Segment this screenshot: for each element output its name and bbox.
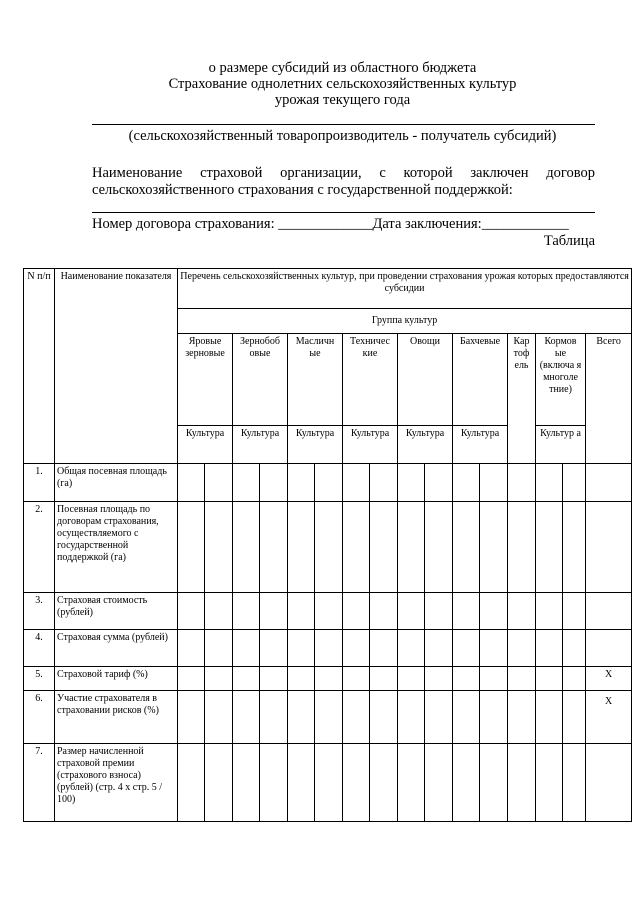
culture-label: Культура	[343, 426, 398, 464]
culture-label: Культура	[288, 426, 343, 464]
data-cell[interactable]	[425, 691, 453, 744]
data-cell[interactable]	[205, 502, 233, 593]
contract-number-label: Номер договора страхования:	[92, 216, 275, 232]
data-cell[interactable]	[343, 744, 370, 822]
data-cell[interactable]	[453, 502, 480, 593]
table-row	[24, 593, 632, 630]
data-cell[interactable]	[343, 502, 370, 593]
row-number: 3.	[24, 593, 55, 630]
data-cell[interactable]	[536, 464, 563, 502]
table-row	[24, 464, 632, 502]
data-cell[interactable]	[233, 464, 260, 502]
data-cell[interactable]	[480, 744, 508, 822]
data-cell[interactable]	[205, 593, 233, 630]
data-cell[interactable]	[288, 667, 315, 691]
data-cell[interactable]	[288, 502, 315, 593]
data-cell[interactable]	[563, 464, 586, 502]
data-cell[interactable]	[370, 630, 398, 667]
row-number: 4.	[24, 630, 55, 667]
data-cell[interactable]	[288, 464, 315, 502]
row-label: Участие страхователя в страховании рисков (%)	[55, 691, 178, 744]
data-cell[interactable]	[563, 630, 586, 667]
data-cell[interactable]	[425, 630, 453, 667]
table-row	[24, 667, 632, 691]
group-spring-grain: Яровые зерновые	[178, 334, 233, 426]
header-num: N п/п	[24, 269, 55, 464]
data-cell[interactable]	[233, 630, 260, 667]
data-cell[interactable]	[563, 593, 586, 630]
data-cell[interactable]	[205, 744, 233, 822]
group-fodder: Кормов ые (включа я многоле тние)	[536, 334, 586, 426]
data-cell[interactable]	[315, 502, 343, 593]
data-cell[interactable]	[205, 667, 233, 691]
data-cell[interactable]	[536, 744, 563, 822]
row-label: Посевная площадь по договорам страхования, осуществляемого с государственной поддержкой (га)	[55, 502, 178, 593]
data-cell[interactable]	[233, 502, 260, 593]
total-cell[interactable]: X	[586, 691, 632, 744]
data-cell[interactable]	[315, 464, 343, 502]
data-cell[interactable]	[178, 630, 205, 667]
data-cell[interactable]	[398, 502, 425, 593]
data-cell[interactable]	[480, 593, 508, 630]
data-cell[interactable]	[370, 464, 398, 502]
group-melons: Бахчевые	[453, 334, 508, 426]
group-vegetables: Овощи	[398, 334, 453, 426]
data-cell[interactable]	[343, 691, 370, 744]
total-cell[interactable]	[586, 593, 632, 630]
producer-fill-line	[92, 124, 595, 125]
culture-label: Культур а	[536, 426, 586, 464]
data-cell[interactable]	[425, 464, 453, 502]
group-legumes: Зернобоб овые	[233, 334, 288, 426]
data-cell[interactable]	[260, 593, 288, 630]
culture-label: Культура	[453, 426, 508, 464]
data-cell[interactable]	[453, 464, 480, 502]
data-cell[interactable]	[508, 744, 536, 822]
data-cell[interactable]	[370, 593, 398, 630]
data-cell[interactable]	[480, 464, 508, 502]
data-cell[interactable]	[536, 502, 563, 593]
row-label: Размер начисленной страховой премии (страхового взноса) (рублей) (стр. 4 x стр. 5 / 100)	[55, 744, 178, 822]
data-cell[interactable]	[260, 502, 288, 593]
data-cell[interactable]	[288, 630, 315, 667]
data-cell[interactable]	[398, 744, 425, 822]
data-cell[interactable]	[370, 502, 398, 593]
data-cell[interactable]	[178, 502, 205, 593]
data-cell[interactable]	[260, 464, 288, 502]
data-cell[interactable]	[536, 667, 563, 691]
subsidy-table	[23, 268, 632, 822]
data-cell[interactable]	[453, 667, 480, 691]
data-cell[interactable]	[178, 744, 205, 822]
data-cell[interactable]	[343, 593, 370, 630]
data-cell[interactable]	[563, 667, 586, 691]
data-cell[interactable]	[508, 593, 536, 630]
data-cell[interactable]	[563, 691, 586, 744]
total-cell[interactable]	[586, 502, 632, 593]
data-cell[interactable]	[233, 667, 260, 691]
data-cell[interactable]	[205, 691, 233, 744]
row-number: 2.	[24, 502, 55, 593]
data-cell[interactable]	[536, 630, 563, 667]
row-number: 6.	[24, 691, 55, 744]
total-cell[interactable]	[586, 744, 632, 822]
group-total: Всего	[586, 334, 632, 464]
data-cell[interactable]	[178, 593, 205, 630]
data-cell[interactable]	[343, 630, 370, 667]
data-cell[interactable]	[453, 691, 480, 744]
producer-note: (сельскохозяйственный товаропроизводитель - получатель субсидий)	[128, 128, 557, 144]
data-cell[interactable]	[508, 630, 536, 667]
header-crop-group: Группа культур	[178, 309, 632, 334]
table-row	[24, 502, 632, 593]
data-cell[interactable]	[453, 593, 480, 630]
data-cell[interactable]	[260, 744, 288, 822]
table-label: Таблица	[543, 233, 595, 249]
data-cell[interactable]	[480, 630, 508, 667]
contract-date-blank: ____________	[481, 216, 569, 232]
contract-line	[92, 216, 595, 233]
data-cell[interactable]	[178, 464, 205, 502]
insurer-fill-line	[92, 212, 595, 213]
data-cell[interactable]	[425, 502, 453, 593]
data-cell[interactable]	[508, 691, 536, 744]
culture-label: Культура	[398, 426, 453, 464]
data-cell[interactable]	[233, 744, 260, 822]
culture-label: Культура	[233, 426, 288, 464]
data-cell[interactable]	[315, 667, 343, 691]
total-cell[interactable]	[586, 464, 632, 502]
data-cell[interactable]	[508, 502, 536, 593]
header-indicator: Наименование показателя	[55, 269, 178, 464]
data-cell[interactable]	[398, 691, 425, 744]
data-cell[interactable]	[398, 630, 425, 667]
data-cell[interactable]	[288, 744, 315, 822]
data-cell[interactable]	[425, 667, 453, 691]
data-cell[interactable]	[370, 744, 398, 822]
row-label: Общая посевная площадь (га)	[55, 464, 178, 502]
header-crop-list: Перечень сельскохозяйственных культур, при проведении страхования урожая которых предоставляются субсидии	[178, 269, 632, 309]
data-cell[interactable]	[205, 464, 233, 502]
data-cell[interactable]	[178, 667, 205, 691]
data-cell[interactable]	[370, 691, 398, 744]
data-cell[interactable]	[343, 667, 370, 691]
data-cell[interactable]	[398, 667, 425, 691]
table-header-row-1	[24, 269, 632, 309]
header-line-1: о размере субсидий из областного бюджета	[208, 60, 477, 76]
group-oilseeds: Масличн ые	[288, 334, 343, 426]
row-number: 5.	[24, 667, 55, 691]
data-cell[interactable]	[260, 667, 288, 691]
data-cell[interactable]	[425, 593, 453, 630]
header-line-3: урожая текущего года	[274, 92, 411, 108]
data-cell[interactable]	[563, 502, 586, 593]
data-cell[interactable]	[288, 691, 315, 744]
data-cell[interactable]	[343, 464, 370, 502]
culture-label: Культура	[178, 426, 233, 464]
document-header	[90, 60, 595, 108]
header-line-2: Страхование однолетних сельскохозяйственных культур	[168, 76, 517, 92]
total-cell[interactable]: X	[586, 667, 632, 691]
table-row	[24, 630, 632, 667]
data-cell[interactable]	[398, 464, 425, 502]
data-cell[interactable]	[260, 691, 288, 744]
data-cell[interactable]	[315, 744, 343, 822]
data-cell[interactable]	[508, 667, 536, 691]
row-label: Страховой тариф (%)	[55, 667, 178, 691]
insurer-label: Наименование страховой организации, с которой заключен договор сельскохозяйственного страхования с государственной поддержкой:	[92, 165, 595, 198]
data-cell[interactable]	[536, 691, 563, 744]
group-industrial: Техничес кие	[343, 334, 398, 426]
data-cell[interactable]	[536, 593, 563, 630]
data-cell[interactable]	[398, 593, 425, 630]
data-cell[interactable]	[480, 667, 508, 691]
data-cell[interactable]	[233, 691, 260, 744]
data-cell[interactable]	[315, 593, 343, 630]
data-cell[interactable]	[480, 502, 508, 593]
data-cell[interactable]	[425, 744, 453, 822]
data-cell[interactable]	[453, 630, 480, 667]
contract-date-label: Дата заключения:	[372, 216, 482, 232]
data-cell[interactable]	[288, 593, 315, 630]
row-number: 7.	[24, 744, 55, 822]
contract-number-blank: _____________	[278, 216, 373, 232]
data-cell[interactable]	[233, 593, 260, 630]
data-cell[interactable]	[508, 464, 536, 502]
data-cell[interactable]	[205, 630, 233, 667]
row-label: Страховая сумма (рублей)	[55, 630, 178, 667]
data-cell[interactable]	[453, 744, 480, 822]
table-row	[24, 744, 632, 822]
row-number: 1.	[24, 464, 55, 502]
data-cell[interactable]	[315, 691, 343, 744]
data-cell[interactable]	[260, 630, 288, 667]
group-potato: Кар тоф ель	[508, 334, 536, 464]
table-row	[24, 691, 632, 744]
data-cell[interactable]	[563, 744, 586, 822]
data-cell[interactable]	[315, 630, 343, 667]
data-cell[interactable]	[370, 667, 398, 691]
total-cell[interactable]	[586, 630, 632, 667]
data-cell[interactable]	[178, 691, 205, 744]
row-label: Страховая стоимость (рублей)	[55, 593, 178, 630]
data-cell[interactable]	[480, 691, 508, 744]
